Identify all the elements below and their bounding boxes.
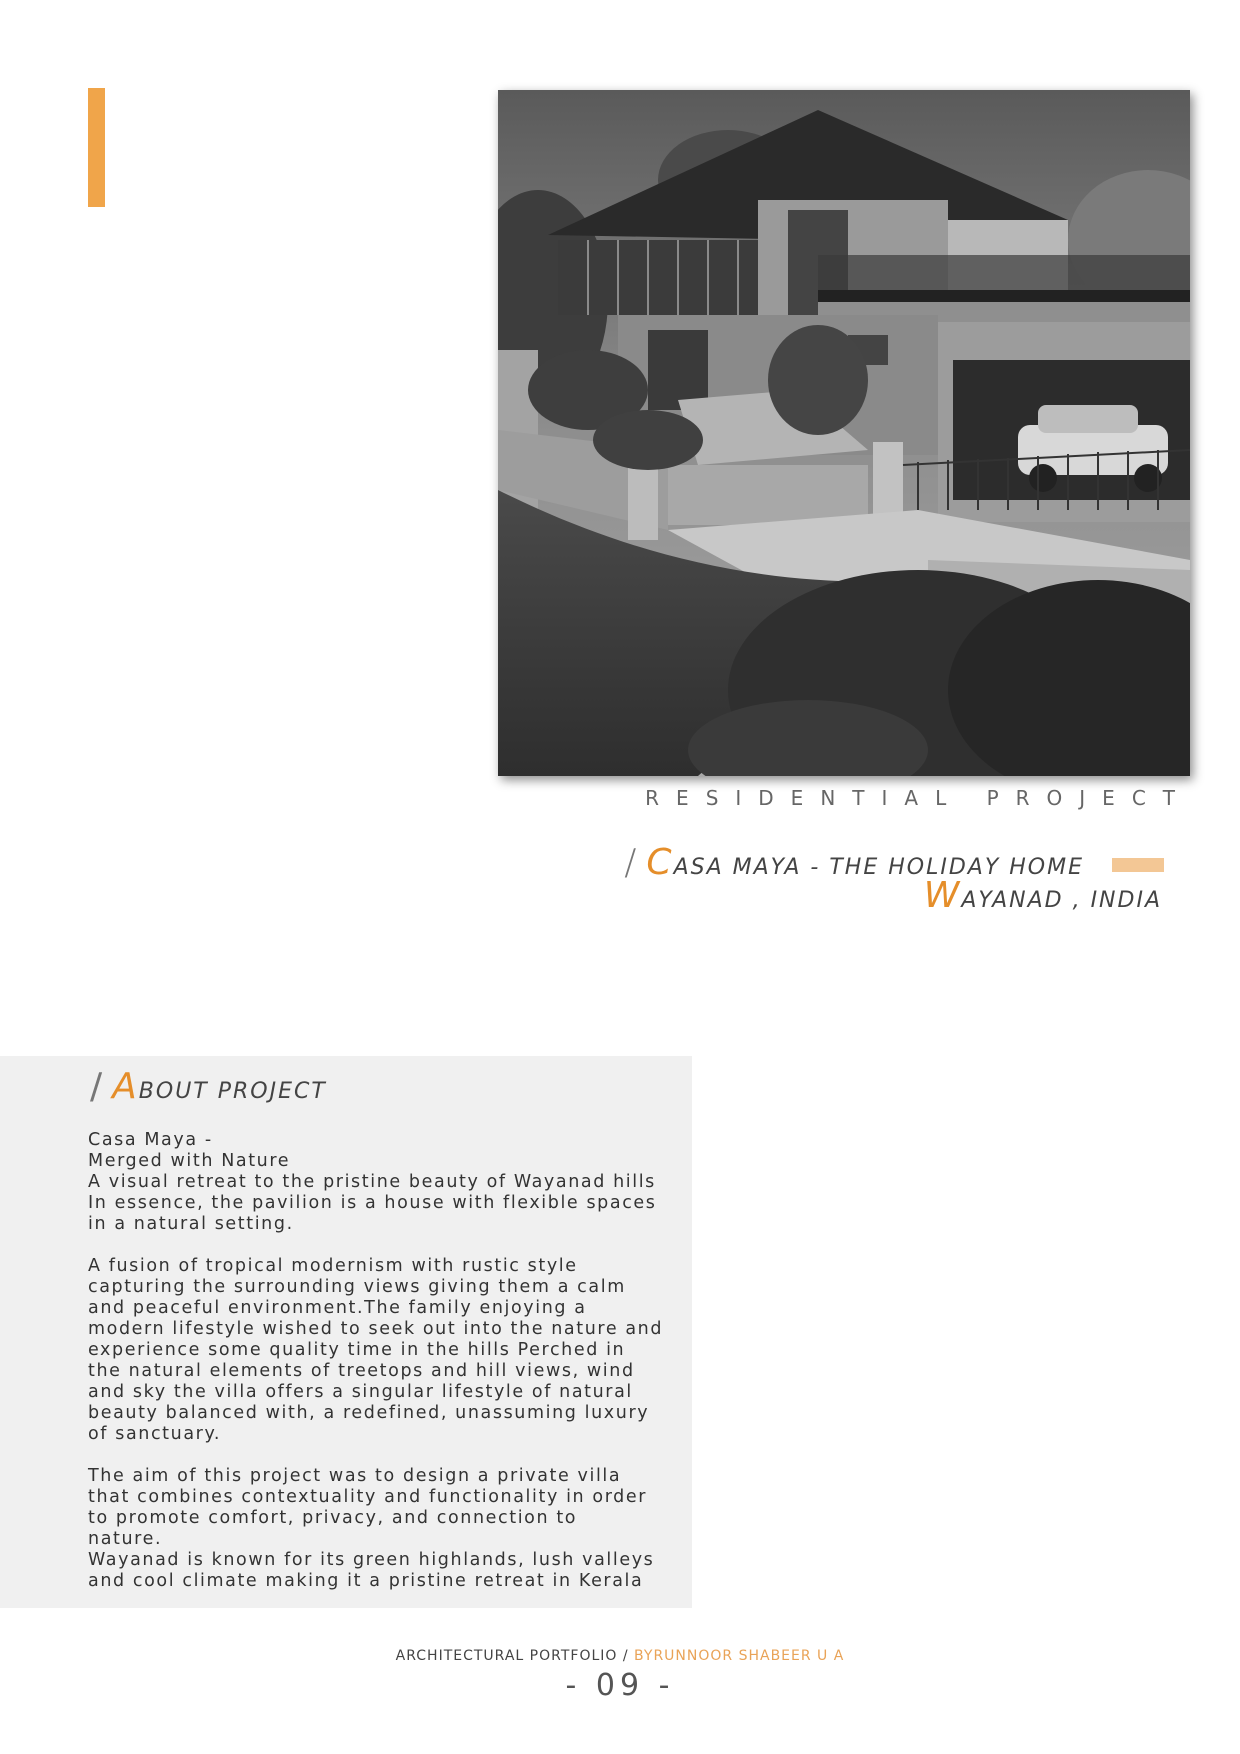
- text-line: of sanctuary.: [88, 1424, 222, 1444]
- text-line: Merged with Nature: [88, 1151, 291, 1171]
- title-slash: /: [624, 842, 639, 883]
- about-paragraph-2: [88, 1256, 698, 1445]
- text-line: and peaceful environment.The family enjoying a: [88, 1298, 587, 1318]
- about-initial: A: [112, 1066, 139, 1107]
- about-text: [88, 1130, 698, 1613]
- text-line: that combines contextuality and functionality in order: [88, 1487, 648, 1507]
- about-heading-text: BOUT PROJECT: [138, 1079, 327, 1104]
- about-paragraph-1: [88, 1130, 698, 1235]
- text-line: in a natural setting.: [88, 1214, 294, 1234]
- title-initial: C: [646, 842, 674, 883]
- text-line: In essence, the pavilion is a house with flexible spaces: [88, 1193, 657, 1213]
- footer-portfolio: ARCHITECTURAL PORTFOLIO: [395, 1648, 618, 1664]
- about-heading: [90, 1066, 327, 1107]
- footer-slash: /: [622, 1648, 629, 1664]
- location-text: AYANAD , INDIA: [961, 888, 1162, 913]
- footer-credit: [0, 1648, 1240, 1664]
- text-line: nature.: [88, 1529, 163, 1549]
- text-line: A visual retreat to the pristine beauty of Wayanad hills: [88, 1172, 656, 1192]
- text-line: to promote comfort, privacy, and connection to: [88, 1508, 578, 1528]
- text-line: A fusion of tropical modernism with rustic style: [88, 1256, 578, 1276]
- house-rendering: [498, 90, 1190, 776]
- text-line: The aim of this project was to design a private villa: [88, 1466, 622, 1486]
- text-line: the natural elements of treetops and hill views, wind: [88, 1361, 635, 1381]
- text-line: modern lifestyle wished to seek out into the nature and: [88, 1319, 664, 1339]
- text-line: beauty balanced with, a redefined, unassuming luxury: [88, 1403, 650, 1423]
- project-title-block: [560, 842, 1164, 918]
- page-number: - 09 -: [565, 1668, 675, 1703]
- title-text: ASA MAYA - THE HOLIDAY HOME: [673, 855, 1084, 880]
- project-photo: [498, 90, 1190, 776]
- footer-author: BYRUNNOOR SHABEER U A: [634, 1648, 845, 1664]
- text-line: Wayanad is known for its green highlands, lush valleys: [88, 1550, 655, 1570]
- text-line: Casa Maya -: [88, 1130, 213, 1150]
- text-line: capturing the surrounding views giving them a calm: [88, 1277, 626, 1297]
- about-slash: /: [90, 1066, 105, 1107]
- text-line: experience some quality time in the hills Perched in: [88, 1340, 626, 1360]
- text-line: and sky the villa offers a singular lifestyle of natural: [88, 1382, 633, 1402]
- about-paragraph-3: [88, 1466, 698, 1592]
- title-accent-dash: [1112, 858, 1164, 872]
- project-category: RESIDENTIAL PROJECT: [645, 786, 1192, 810]
- location-initial: W: [923, 875, 962, 916]
- text-line: and cool climate making it a pristine retreat in Kerala: [88, 1571, 644, 1591]
- accent-bar: [88, 88, 105, 207]
